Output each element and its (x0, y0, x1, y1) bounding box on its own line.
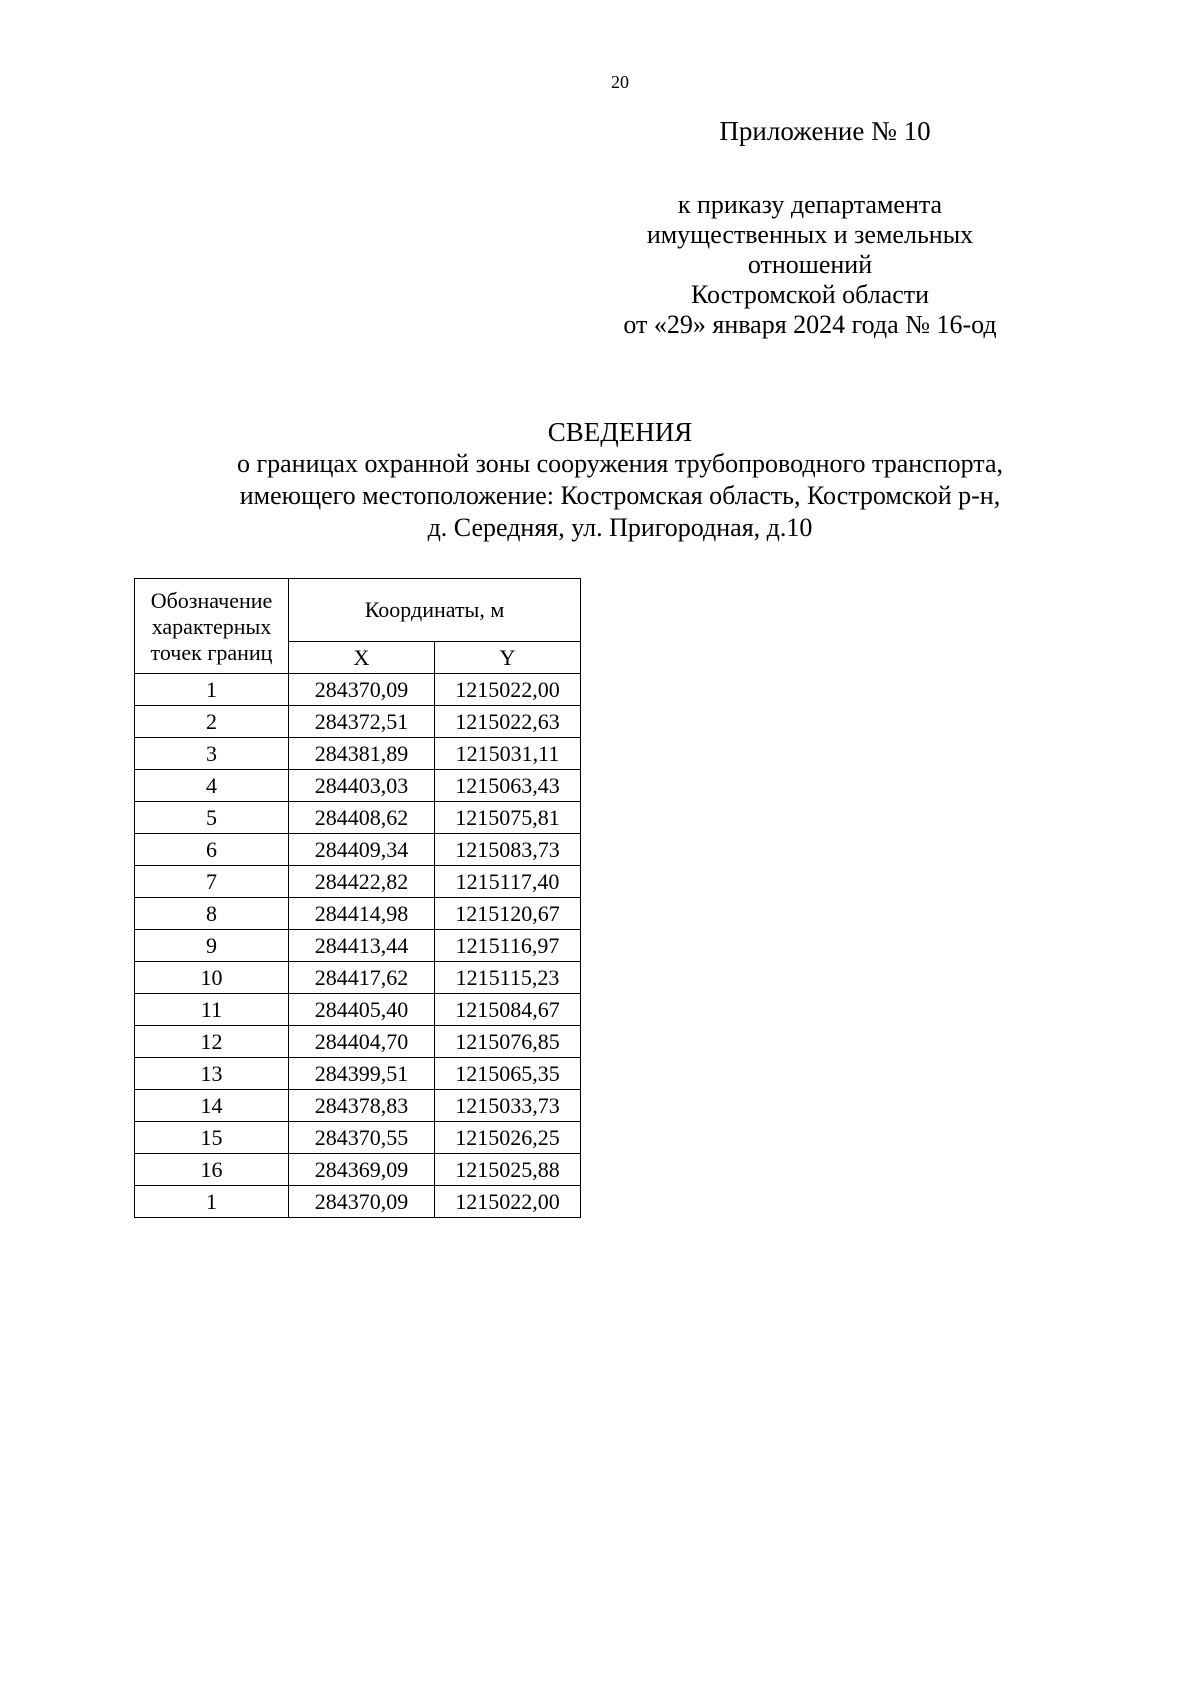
table-row (135, 898, 581, 930)
y-cell: 1215022,00 (435, 674, 581, 706)
x-cell: 284422,82 (289, 866, 435, 898)
point-cell: 13 (135, 1058, 289, 1090)
table-row (135, 994, 581, 1026)
y-cell: 1215075,81 (435, 802, 581, 834)
y-cell: 1215022,00 (435, 1186, 581, 1218)
heading-line: имеющего местоположение: Костромская область, Костромской р-н, (239, 481, 1001, 510)
x-cell: 284404,70 (289, 1026, 435, 1058)
point-cell: 6 (135, 834, 289, 866)
y-cell: 1215022,63 (435, 706, 581, 738)
point-cell: 12 (135, 1026, 289, 1058)
heading-line: о границах охранной зоны сооружения трубопроводного транспорта, (236, 449, 1004, 478)
order-line: к приказу департамента (677, 190, 943, 219)
table-row (135, 802, 581, 834)
y-cell: 1215026,25 (435, 1122, 581, 1154)
header-point-line: Обозначение (150, 588, 273, 613)
point-cell: 2 (135, 706, 289, 738)
table-row (135, 1090, 581, 1122)
x-cell: 284370,55 (289, 1122, 435, 1154)
order-line: Костромской области (690, 280, 930, 309)
point-cell: 4 (135, 770, 289, 802)
table-header-row (135, 579, 581, 642)
x-cell: 284414,98 (289, 898, 435, 930)
point-cell: 9 (135, 930, 289, 962)
table-row (135, 962, 581, 994)
heading-line: д. Середняя, ул. Пригородная, д.10 (427, 513, 813, 542)
table-row (135, 930, 581, 962)
point-cell: 14 (135, 1090, 289, 1122)
order-line: имущественных и земельных (646, 220, 974, 249)
y-cell: 1215115,23 (435, 962, 581, 994)
x-cell: 284378,83 (289, 1090, 435, 1122)
table-row (135, 1122, 581, 1154)
y-cell: 1215065,35 (435, 1058, 581, 1090)
y-cell: 1215033,73 (435, 1090, 581, 1122)
y-cell: 1215076,85 (435, 1026, 581, 1058)
y-cell: 1215031,11 (435, 738, 581, 770)
x-cell: 284409,34 (289, 834, 435, 866)
table-row (135, 674, 581, 706)
point-cell: 16 (135, 1154, 289, 1186)
x-cell: 284405,40 (289, 994, 435, 1026)
y-cell: 1215063,43 (435, 770, 581, 802)
x-cell: 284372,51 (289, 706, 435, 738)
point-cell: 11 (135, 994, 289, 1026)
table-row (135, 1186, 581, 1218)
point-cell: 3 (135, 738, 289, 770)
x-cell: 284417,62 (289, 962, 435, 994)
table-row (135, 770, 581, 802)
y-cell: 1215084,67 (435, 994, 581, 1026)
table-row (135, 738, 581, 770)
point-cell: 1 (135, 1186, 289, 1218)
table-body (135, 674, 581, 1218)
header-point-designation (135, 579, 289, 674)
y-cell: 1215025,88 (435, 1154, 581, 1186)
x-cell: 284369,09 (289, 1154, 435, 1186)
point-cell: 1 (135, 674, 289, 706)
heading-title: СВЕДЕНИЯ (547, 417, 693, 447)
x-cell: 284413,44 (289, 930, 435, 962)
table-row (135, 1058, 581, 1090)
order-line: от «29» января 2024 года № 16-од (623, 310, 997, 339)
x-cell: 284381,89 (289, 738, 435, 770)
header-point-line: характерных (151, 614, 272, 639)
order-line: отношений (747, 250, 873, 279)
point-cell: 7 (135, 866, 289, 898)
appendix-title: Приложение № 10 (719, 116, 931, 146)
point-cell: 15 (135, 1122, 289, 1154)
x-cell: 284399,51 (289, 1058, 435, 1090)
x-cell: 284403,03 (289, 770, 435, 802)
y-cell: 1215083,73 (435, 834, 581, 866)
point-cell: 5 (135, 802, 289, 834)
header-x: X (289, 642, 435, 674)
table-row (135, 866, 581, 898)
document-heading (0, 416, 1200, 544)
coordinates-table (134, 578, 581, 1218)
header-coordinates: Координаты, м (289, 579, 581, 642)
point-cell: 8 (135, 898, 289, 930)
page-number: 20 (611, 72, 629, 92)
table-row (135, 706, 581, 738)
header-point-line: точек границ (150, 640, 273, 665)
table-row (135, 834, 581, 866)
table-row (135, 1154, 581, 1186)
x-cell: 284370,09 (289, 674, 435, 706)
x-cell: 284408,62 (289, 802, 435, 834)
x-cell: 284370,09 (289, 1186, 435, 1218)
table-row (135, 1026, 581, 1058)
y-cell: 1215116,97 (435, 930, 581, 962)
order-reference (610, 190, 1010, 340)
header-y: Y (435, 642, 581, 674)
point-cell: 10 (135, 962, 289, 994)
y-cell: 1215120,67 (435, 898, 581, 930)
y-cell: 1215117,40 (435, 866, 581, 898)
